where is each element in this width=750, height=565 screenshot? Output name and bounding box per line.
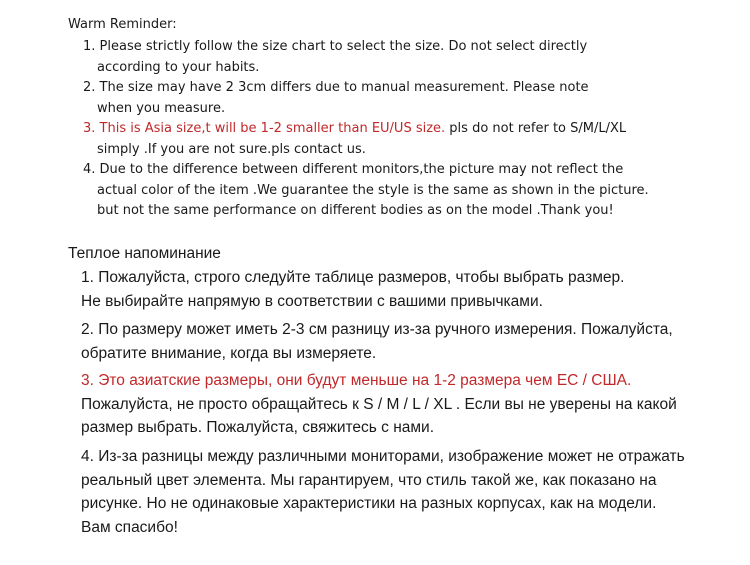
russian-item-4-line-1: 4. Из-за разницы между различными мониторами, изображение может не отражать [81, 448, 685, 465]
english-item-2 [83, 78, 589, 119]
russian-item-3-warning: 3. Это азиатские размеры, они будут меньше на 1-2 размера чем ЕС / США. [81, 372, 632, 389]
english-item-1-line-1: 1. Please strictly follow the size chart to select the size. Do not select directly [83, 39, 588, 54]
russian-item-3-line-3: размер выбрать. Пожалуйста, свяжитесь с нами. [81, 419, 435, 436]
english-item-2-line-2: when you measure. [97, 100, 226, 116]
russian-item-2-line-1: 2. По размеру может иметь 2-3 см разницу из-за ручного измерения. Пожалуйста, [81, 321, 673, 338]
english-item-4 [83, 160, 649, 222]
russian-title: Теплое напоминание [68, 245, 221, 262]
english-item-3 [83, 119, 626, 160]
english-item-4-line-1: 4. Due to the difference between different monitors,the picture may not reflect the [83, 162, 624, 177]
russian-item-4-line-3: рисунке. Но не одинаковые характеристики на разных корпусах, как на модели. [81, 495, 657, 512]
russian-item-1-line-1: 1. Пожалуйста, строго следуйте таблице размеров, чтобы выбрать размер. [81, 269, 625, 286]
english-item-2-line-1: 2. The size may have 2 3cm differs due to manual measurement. Please note [83, 80, 589, 95]
russian-item-4-line-2: реальный цвет элемента. Мы гарантируем, что стиль такой же, как показано на [81, 471, 657, 489]
russian-item-2 [81, 318, 673, 365]
russian-item-1-line-2: Не выбирайте напрямую в соответствии с вашими привычками. [81, 292, 543, 310]
russian-item-3-line-2: Пожалуйста, не просто обращайтесь к S / M / L / XL . Если вы не уверены на какой [81, 395, 677, 413]
english-item-1 [83, 37, 587, 78]
english-item-3-warning: 3. This is Asia size,t will be 1-2 smaller than EU/US size. [83, 121, 446, 136]
english-item-3-rest: pls do not refer to S/M/L/XL [445, 121, 627, 136]
english-item-4-line-2: actual color of the item .We guarantee the style is the same as shown in the picture. [97, 182, 649, 198]
english-item-4-line-3: but not the same performance on different bodies as on the model .Thank you! [97, 203, 614, 218]
english-item-1-line-2: according to your habits. [97, 59, 260, 75]
russian-item-4 [81, 445, 685, 539]
english-title: Warm Reminder: [68, 17, 177, 32]
russian-item-2-line-2: обратите внимание, когда вы измеряете. [81, 344, 377, 362]
russian-item-1 [81, 266, 624, 313]
russian-item-3 [81, 369, 677, 440]
russian-item-4-line-4: Вам спасибо! [81, 518, 178, 536]
english-item-3-line-2: simply .If you are not sure.pls contact us. [97, 141, 366, 157]
